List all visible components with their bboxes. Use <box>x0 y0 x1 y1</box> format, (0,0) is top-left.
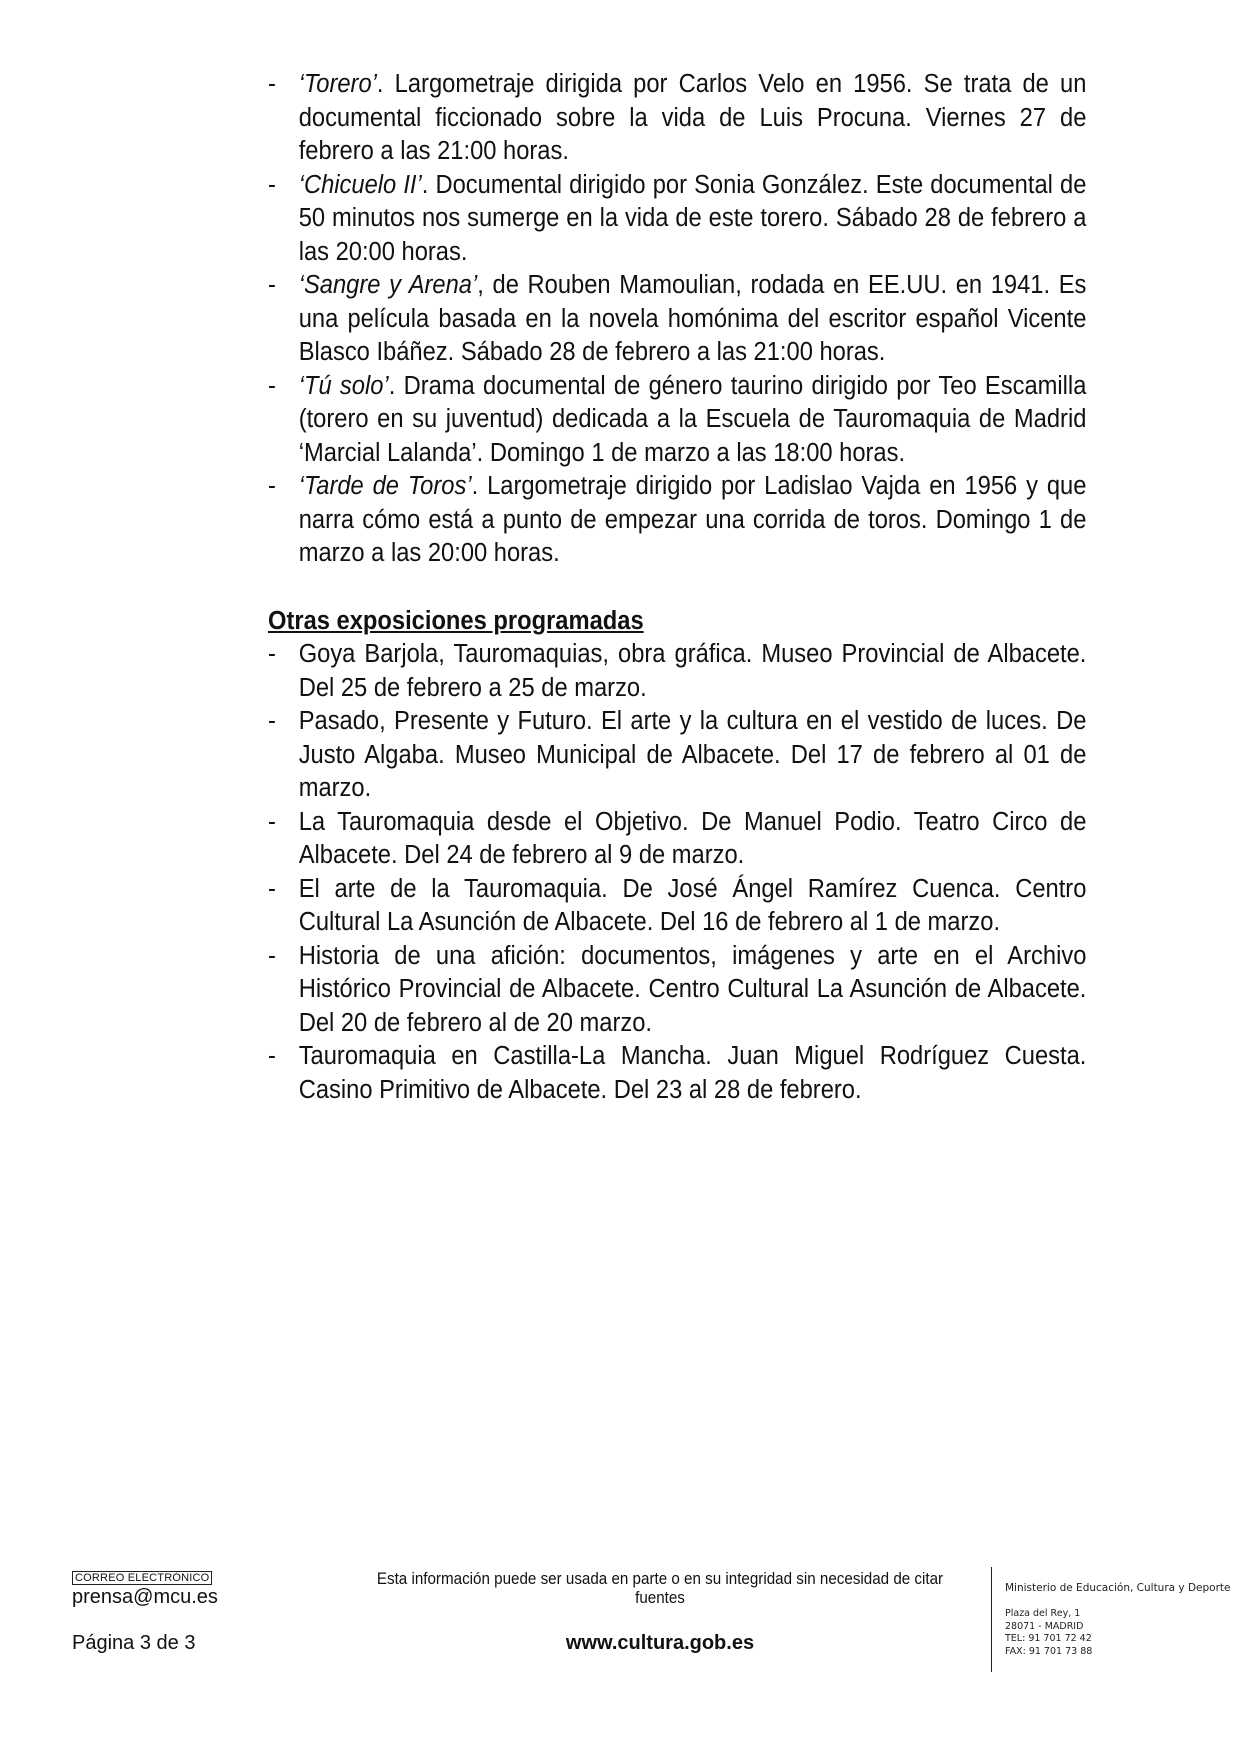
bullet-dash: - <box>268 170 276 199</box>
bullet-dash: - <box>268 371 276 400</box>
exhibition-item <box>268 1040 1086 1107</box>
exhibition-item <box>268 705 1086 806</box>
bullet-dash: - <box>268 941 276 970</box>
bullet-dash: - <box>268 271 276 299</box>
film-item <box>268 68 1086 169</box>
film-description: . Documental dirigido por Sonia González. Este documental de 50 minutos nos sumerge en la vida de este torero. Sábado 28 de febrero a las 20:00 horas. <box>298 170 1087 266</box>
film-description: . Largometraje dirigido por Ladislao Vajda en 1956 y que narra cómo está a punto de empezar una corrida de toros. Domingo 1 de marzo a las 20:00 horas. <box>298 472 1087 567</box>
address-city: 28071 - MADRID <box>1005 1620 1084 1632</box>
film-item <box>268 169 1086 270</box>
address-street: Plaza del Rey, 1 <box>1005 1608 1081 1619</box>
bullet-dash: - <box>268 707 276 735</box>
bullet-dash: - <box>268 472 276 500</box>
exhibition-text: Goya Barjola, Tauromaquias, obra gráfica. Museo Provincial de Albacete. Del 25 de febrero a 25 de marzo. <box>298 640 1087 702</box>
page-number: Página 3 de 3 <box>72 1632 196 1654</box>
film-description: , de Rouben Mamoulian, rodada en EE.UU. en 1941. Es una película basada en la novela homónima del escritor español Vicente Blasco Ibáñez. Sábado 28 de febrero a las 21:00 horas. <box>298 271 1087 366</box>
email-label: CORREO ELECTRÓNICO <box>72 1571 212 1585</box>
film-item <box>268 269 1086 370</box>
footer-divider <box>991 1567 992 1672</box>
bullet-dash: - <box>268 807 276 836</box>
exhibition-text: El arte de la Tauromaquia. De José Ángel Ramírez Cuenca. Centro Cultural La Asunción de Albacete. Del 16 de febrero al 1 de marzo. <box>298 874 1087 936</box>
film-title: ‘Tarde de Toros’ <box>298 472 472 500</box>
exhibition-text: Historia de una afición: documentos, imágenes y arte en el Archivo Histórico Provincial de Albacete. Centro Cultural La Asunción de Albacete. Del 20 de febrero al de 20 marzo. <box>298 941 1087 1037</box>
film-list <box>268 68 1086 571</box>
film-description: . Drama documental de género taurino dirigido por Teo Escamilla (torero en su juventud) dedicada a la Escuela de Tauromaquia de Madrid ‘Marcial Lalanda’. Domingo 1 de marzo a las 18:00 horas. <box>298 371 1087 467</box>
film-title: ‘Sangre y Arena’ <box>298 271 478 299</box>
exhibition-item <box>268 806 1086 873</box>
section-heading: Otras exposiciones programadas <box>268 606 644 635</box>
exhibition-text: Tauromaquia en Castilla-La Mancha. Juan Miguel Rodríguez Cuesta. Casino Primitivo de Albacete. Del 23 al 28 de febrero. <box>298 1042 1087 1104</box>
exhibition-item <box>268 873 1086 940</box>
film-description: . Largometraje dirigida por Carlos Velo en 1956. Se trata de un documental ficcionado sobre la vida de Luis Procuna. Viernes 27 de febrero a las 21:00 horas. <box>298 70 1087 165</box>
bullet-dash: - <box>268 874 276 903</box>
film-title: ‘Tú solo’ <box>298 371 389 400</box>
ministry-address <box>1005 1608 1092 1658</box>
website-link[interactable]: www.cultura.gob.es <box>565 1632 755 1654</box>
exhibition-text: Pasado, Presente y Futuro. El arte y la cultura en el vestido de luces. De Justo Algaba. Museo Municipal de Albacete. Del 17 de febrero al 01 de marzo. <box>298 707 1087 802</box>
bullet-dash: - <box>268 70 276 98</box>
address-fax: FAX: 91 701 73 88 <box>1005 1645 1093 1657</box>
email-link[interactable]: prensa@mcu.es <box>72 1586 218 1608</box>
ministry-name: Ministerio de Educación, Cultura y Deporte <box>1005 1582 1231 1594</box>
address-tel: TEL: 91 701 72 42 <box>1005 1633 1092 1644</box>
document-body <box>268 68 1086 1107</box>
bullet-dash: - <box>268 1042 276 1070</box>
usage-notice: Esta información puede ser usada en parte o en su integridad sin necesidad de citar fuentes <box>376 1570 944 1607</box>
film-item <box>268 470 1086 571</box>
film-item <box>268 370 1086 471</box>
exhibition-list <box>268 638 1086 1107</box>
bullet-dash: - <box>268 640 276 668</box>
film-title: ‘Chicuelo II’ <box>298 170 422 199</box>
film-title: ‘Torero’ <box>298 70 377 98</box>
exhibition-item <box>268 940 1086 1041</box>
exhibition-item <box>268 638 1086 705</box>
exhibition-text: La Tauromaquia desde el Objetivo. De Manuel Podio. Teatro Circo de Albacete. Del 24 de febrero al 9 de marzo. <box>298 807 1087 869</box>
